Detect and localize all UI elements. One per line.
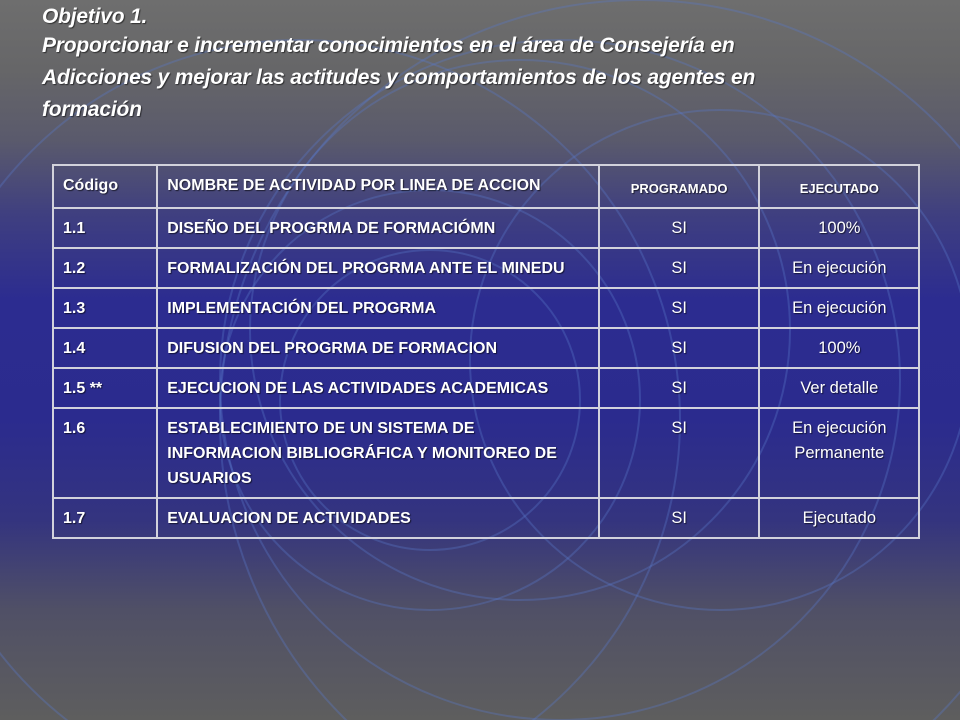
row-executed: En ejecución [759, 288, 919, 328]
row-programmed: SI [599, 408, 759, 498]
row-code: 1.1 [53, 208, 157, 248]
row-executed: En ejecución Permanente [759, 408, 919, 498]
row-executed: 100% [759, 208, 919, 248]
row-code: 1.4 [53, 328, 157, 368]
row-programmed: SI [599, 248, 759, 288]
row-activity-name: EJECUCION DE LAS ACTIVIDADES ACADEMICAS [157, 368, 598, 408]
objective-line-2: Adicciones y mejorar las actitudes y comportamientos de los agentes en [42, 66, 756, 89]
row-activity-name: DISEÑO DEL PROGRMA DE FORMACIÓMN [157, 208, 598, 248]
row-programmed: SI [599, 288, 759, 328]
row-executed: Ver detalle [759, 368, 919, 408]
table-row [53, 208, 919, 248]
row-executed: En ejecución [759, 248, 919, 288]
table-row [53, 368, 919, 408]
row-activity-name: EVALUACION DE ACTIVIDADES [157, 498, 598, 538]
activities-table-container [52, 164, 920, 539]
row-activity-name: IMPLEMENTACIÓN DEL PROGRMA [157, 288, 598, 328]
row-code: 1.5 ** [53, 368, 157, 408]
row-programmed: SI [599, 498, 759, 538]
row-code: 1.6 [53, 408, 157, 498]
row-executed: 100% [759, 328, 919, 368]
table-row [53, 248, 919, 288]
table-row [53, 498, 919, 538]
row-programmed: SI [599, 208, 759, 248]
activities-table [52, 164, 920, 539]
row-code: 1.7 [53, 498, 157, 538]
row-executed: Ejecutado [759, 498, 919, 538]
header-code: Código [53, 165, 157, 208]
row-activity-name: ESTABLECIMIENTO DE UN SISTEMA DE INFORMACION BIBLIOGRÁFICA Y MONITOREO DE USUARIOS [157, 408, 598, 498]
header-activity-name: NOMBRE DE ACTIVIDAD POR LINEA DE ACCION [157, 165, 598, 208]
objective-line-3: formación [42, 98, 142, 121]
row-activity-name: FORMALIZACIÓN DEL PROGRMA ANTE EL MINEDU [157, 248, 598, 288]
objective-title: Objetivo 1. [42, 5, 148, 28]
row-code: 1.2 [53, 248, 157, 288]
table-row [53, 408, 919, 498]
row-programmed: SI [599, 368, 759, 408]
table-row [53, 288, 919, 328]
header-executed: EJECUTADO [759, 165, 919, 208]
table-header-row [53, 165, 919, 208]
row-activity-name: DIFUSION DEL PROGRMA DE FORMACION [157, 328, 598, 368]
objective-heading [42, 4, 942, 126]
row-programmed: SI [599, 328, 759, 368]
table-row [53, 328, 919, 368]
header-programmed: PROGRAMADO [599, 165, 759, 208]
objective-line-1: Proporcionar e incrementar conocimientos en el área de Consejería en [42, 34, 735, 57]
row-code: 1.3 [53, 288, 157, 328]
